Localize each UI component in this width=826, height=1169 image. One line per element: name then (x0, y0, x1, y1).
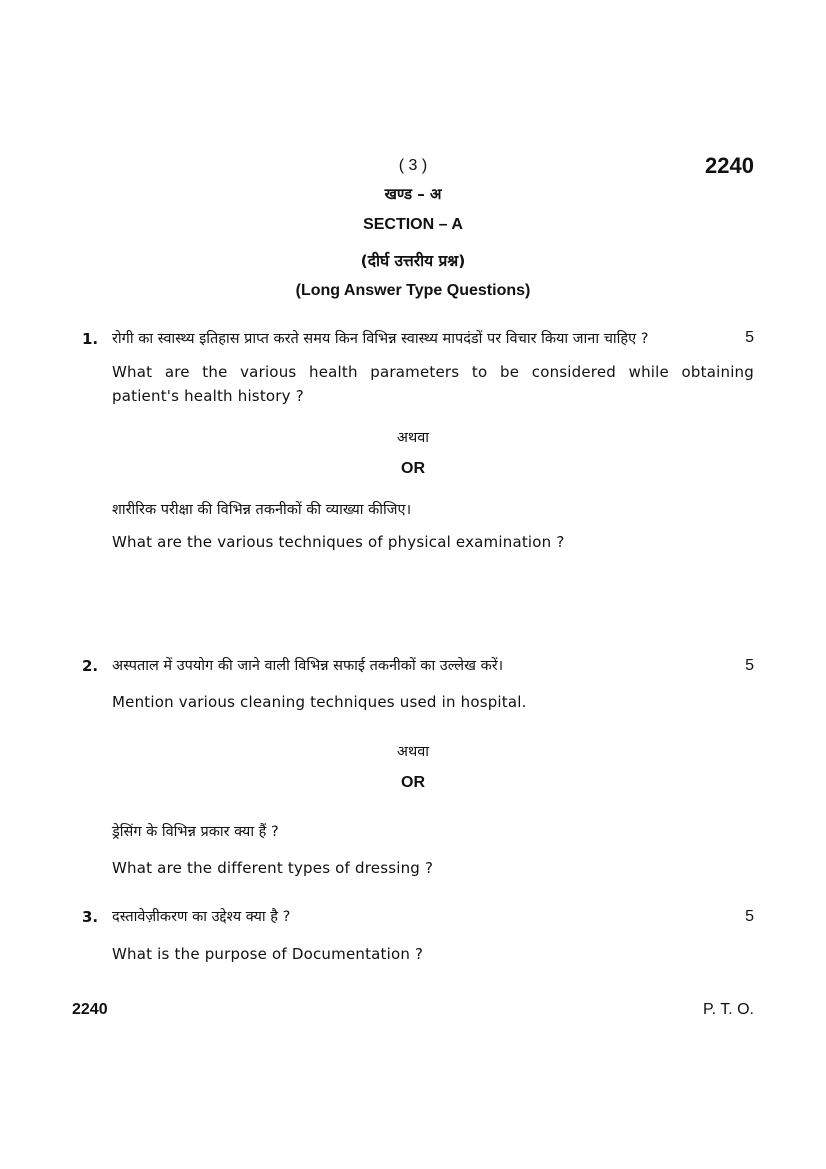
question-number: 3. (82, 908, 99, 926)
or-label-hindi: अथवा (396, 430, 430, 446)
paper-code-header: 2240 (705, 153, 754, 178)
alternative-question-hindi: ड्रेसिंग के विभिन्न प्रकार क्या हैं ? (112, 824, 279, 840)
paper-code-footer: 2240 (72, 1001, 108, 1018)
page-number: ( 3 ) (398, 157, 428, 174)
section-title-english: SECTION – A (363, 216, 463, 233)
alternative-question-english: What are the different types of dressing ? (112, 859, 434, 877)
pto-label: P. T. O. (703, 1001, 754, 1018)
alternative-question-english: What are the various techniques of physical examination ? (112, 533, 565, 551)
question-text-english: Mention various cleaning techniques used in hospital. (112, 693, 527, 711)
question-text-english: What are the various health parameters to be considered while obtaining (112, 363, 754, 381)
question-marks: 5 (745, 657, 754, 674)
question-text-english: What is the purpose of Documentation ? (112, 945, 424, 963)
question-number: 1. (82, 330, 99, 348)
alternative-question-hindi: शारीरिक परीक्षा की विभिन्न तकनीकों की व्याख्या कीजिए। (112, 502, 412, 518)
question-text-hindi: रोगी का स्वास्थ्य इतिहास प्राप्त करते समय किन विभिन्न स्वास्थ्य मापदंडों पर विचार किया जाना चाहिए ? (112, 331, 649, 347)
section-title-hindi: खण्ड – अ (384, 185, 442, 203)
or-label-hindi: अथवा (396, 744, 430, 760)
question-marks: 5 (745, 908, 754, 925)
section-subtitle-hindi: (दीर्घ उत्तरीय प्रश्न) (360, 252, 466, 270)
or-label-english: OR (401, 460, 425, 477)
question-text-english-cont: patient's health history ? (112, 387, 304, 405)
section-subtitle-english: (Long Answer Type Questions) (295, 282, 531, 299)
question-marks: 5 (745, 329, 754, 346)
or-label-english: OR (401, 774, 425, 791)
question-text-hindi: अस्पताल में उपयोग की जाने वाली विभिन्न सफाई तकनीकों का उल्लेख करें। (112, 658, 504, 674)
question-text-hindi: दस्तावेज़ीकरण का उद्देश्य क्या है ? (112, 909, 291, 925)
question-number: 2. (82, 657, 99, 675)
